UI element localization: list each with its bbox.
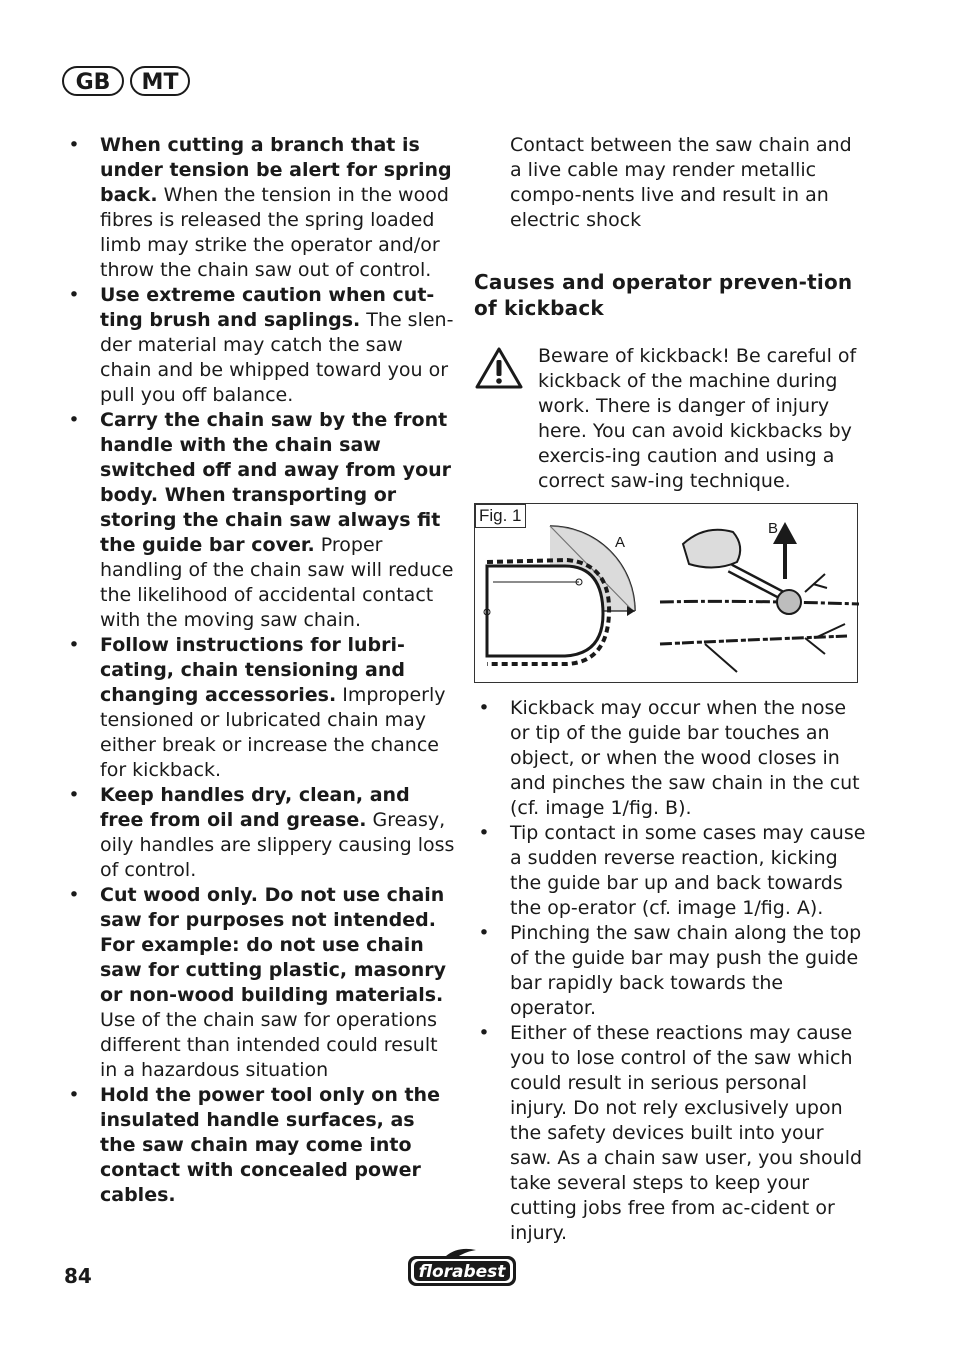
- section-heading: Causes and operator preven-tion of kickback: [474, 270, 853, 320]
- bullet: •: [68, 284, 80, 306]
- left-column: [64, 133, 456, 1208]
- item-text: The slen-der material may catch the saw chain and be whipped toward you or pull you off balance.: [100, 309, 454, 406]
- list-item: [64, 883, 456, 1083]
- list-item: [474, 696, 866, 821]
- item-text: Greasy, oily handles are slippery causing loss of control.: [100, 809, 455, 881]
- item-bold: Use extreme caution when cut-ting brush and saplings.: [100, 284, 435, 331]
- item-text: Proper handling of the chain saw will reduce the likelihood of accidental contact with the moving saw chain.: [100, 534, 454, 631]
- bullet: •: [478, 1022, 490, 1044]
- kickback-list: [474, 696, 866, 1246]
- item-bold: Carry the chain saw by the front handle with the chain saw switched off and away from your body. When transporting or storing the chain saw always fit the guide bar cover.: [100, 409, 452, 556]
- svg-text:florabest: florabest: [418, 1262, 506, 1282]
- item-bold: Cut wood only. Do not use chain saw for purposes not intended. For example: do not use chain saw for cutting plastic, masonry or non-wood building materials.: [100, 884, 447, 1006]
- list-item: [64, 133, 456, 283]
- bullet: •: [68, 1084, 80, 1106]
- bullet: •: [478, 697, 490, 719]
- figure-marker-a: A: [615, 534, 626, 551]
- kickback-figure: [474, 503, 858, 683]
- bullet: •: [68, 634, 80, 656]
- item-text: Improperly tensioned or lubricated chain may either break or increase the chance for kickback.: [100, 684, 446, 781]
- page-number: 84: [64, 1264, 92, 1288]
- bullet: •: [478, 922, 490, 944]
- safety-list: [64, 133, 456, 1208]
- figure-marker-b: B: [768, 520, 779, 537]
- item-text: When the tension in the wood fibres is released the spring loaded limb may strike the operator and/or throw the chain saw out of control.: [100, 184, 449, 281]
- list-item: [64, 1083, 456, 1208]
- right-column: [474, 133, 866, 1246]
- bullet: •: [68, 784, 80, 806]
- warning-block: [474, 344, 866, 494]
- item-bold: Follow instructions for lubri-cating, chain tensioning and changing accessories.: [100, 634, 406, 706]
- list-item: [64, 408, 456, 633]
- warning-text: Beware of kickback! Be careful of kickback of the machine during work. There is danger of injury here. You can avoid kickbacks by exercis-ing caution and using a correct saw-ing technique.: [538, 345, 857, 492]
- item-bold: Keep handles dry, clean, and free from oil and grease.: [100, 784, 410, 831]
- item-text: Pinching the saw chain along the top of the guide bar may push the guide bar rapidly back towards the operator.: [510, 922, 862, 1019]
- list-item: [64, 283, 456, 408]
- list-item: [474, 1021, 866, 1246]
- list-item: [64, 633, 456, 783]
- bullet: •: [68, 884, 80, 906]
- list-item: [474, 821, 866, 921]
- continuation-text: Contact between the saw chain and a live cable may render metallic compo-nents live and result in an electric shock: [510, 134, 852, 231]
- language-badge-gb: GB: [62, 66, 124, 96]
- item-text: Use of the chain saw for operations different than intended could result in a hazardous situation: [100, 1009, 438, 1081]
- item-bold: Hold the power tool only on the insulated handle surfaces, as the saw chain may come into contact with concealed power cables.: [100, 1084, 440, 1206]
- figure-label: Fig. 1: [475, 504, 526, 528]
- florabest-logo: [406, 1246, 518, 1288]
- list-item: [474, 921, 866, 1021]
- warning-triangle-icon: [474, 346, 524, 390]
- item-text: Tip contact in some cases may cause a sudden reverse reaction, kicking the guide bar up and back towards the op-erator (cf. image 1/fig. A).: [510, 822, 866, 919]
- item-text: Kickback may occur when the nose or tip of the guide bar touches an object, or when the wood closes in and pinches the saw chain in the cut (cf. image 1/fig. B).: [510, 697, 860, 819]
- language-badge-mt: MT: [130, 66, 190, 96]
- bullet: •: [68, 134, 80, 156]
- bullet: •: [478, 822, 490, 844]
- kickback-illustration: [475, 504, 859, 684]
- list-item: [64, 783, 456, 883]
- item-bold: When cutting a branch that is under tension be alert for spring back.: [100, 134, 452, 206]
- bullet: •: [68, 409, 80, 431]
- item-text: Either of these reactions may cause you to lose control of the saw which could result in serious personal injury. Do not rely exclusively upon the safety devices built into your saw. As a chain saw user, you should take several steps to keep your cutting jobs free from ac-cident or injury.: [510, 1022, 863, 1244]
